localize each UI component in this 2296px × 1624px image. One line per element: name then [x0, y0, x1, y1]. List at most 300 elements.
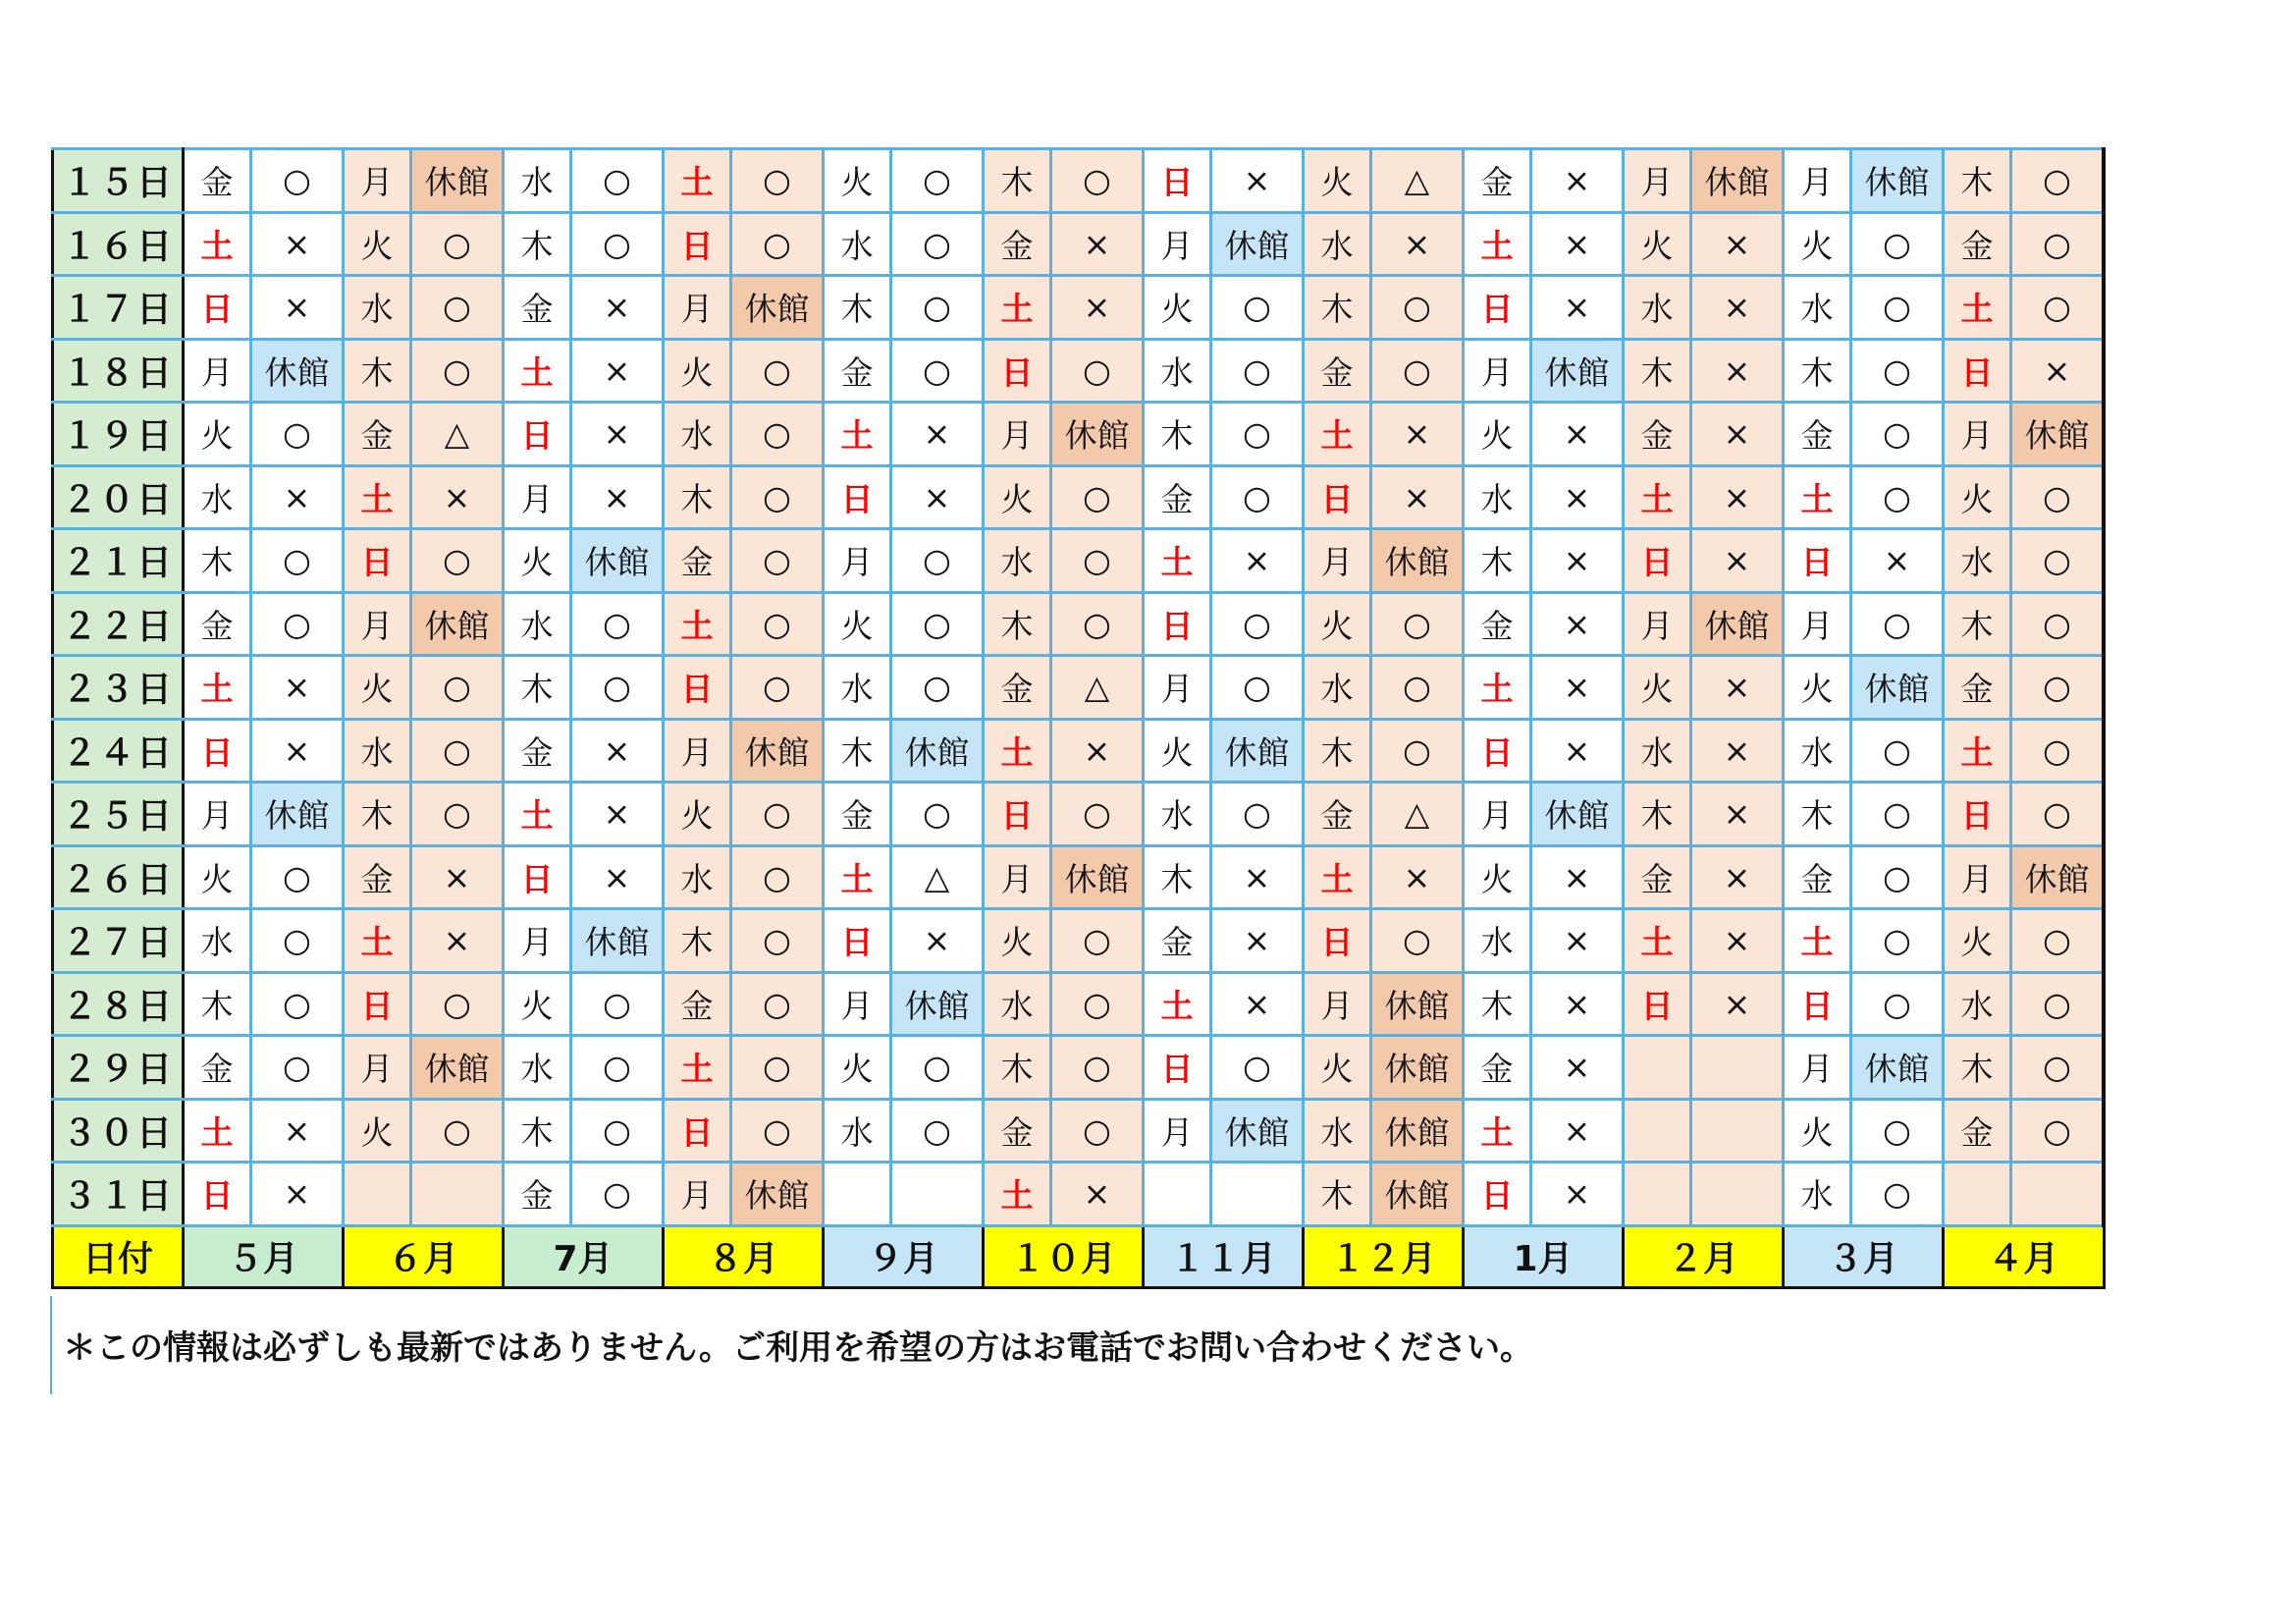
status-cell: ○ — [2011, 212, 2105, 276]
date-cell: ２２日 — [53, 592, 184, 656]
weekday-cell: 金 — [664, 972, 731, 1036]
status-cell: ○ — [571, 1163, 664, 1226]
weekday-cell: 金 — [1944, 1099, 2011, 1163]
availability-body — [53, 149, 2105, 1288]
weekday-cell: 金 — [184, 149, 251, 213]
weekday-cell: 金 — [664, 529, 731, 593]
weekday-cell: 火 — [184, 845, 251, 909]
weekday-cell: 水 — [824, 1099, 891, 1163]
weekday-cell: 月 — [344, 149, 411, 213]
status-cell: △ — [411, 403, 504, 466]
status-cell: ○ — [891, 1036, 984, 1100]
weekday-cell: 火 — [1304, 149, 1371, 213]
weekday-cell: 木 — [1784, 783, 1851, 846]
status-cell: × — [251, 1163, 344, 1226]
status-cell: 休館 — [1851, 656, 1944, 720]
status-cell: ○ — [1211, 783, 1304, 846]
weekday-cell — [1624, 1163, 1691, 1226]
weekday-cell: 土 — [1624, 465, 1691, 529]
weekday-cell — [1944, 1163, 2011, 1226]
status-cell: ○ — [251, 149, 344, 213]
status-cell: ○ — [571, 656, 664, 720]
weekday-cell — [344, 1163, 411, 1226]
weekday-cell: 火 — [1944, 465, 2011, 529]
weekday-cell: 月 — [1624, 149, 1691, 213]
weekday-cell: 月 — [1784, 1036, 1851, 1100]
status-cell: ○ — [1371, 592, 1464, 656]
status-cell: × — [571, 465, 664, 529]
weekday-cell: 土 — [184, 1099, 251, 1163]
weekday-cell: 月 — [1944, 845, 2011, 909]
status-cell: × — [1051, 1163, 1144, 1226]
weekday-cell: 水 — [344, 719, 411, 783]
status-cell — [1211, 1163, 1304, 1226]
weekday-cell: 月 — [1464, 783, 1531, 846]
weekday-cell: 火 — [984, 909, 1051, 973]
status-cell: ○ — [571, 1099, 664, 1163]
status-cell: ○ — [1371, 276, 1464, 340]
weekday-cell — [1144, 1163, 1211, 1226]
weekday-cell: 月 — [984, 845, 1051, 909]
status-cell: ○ — [1371, 909, 1464, 973]
weekday-cell: 火 — [504, 972, 571, 1036]
status-cell: 休館 — [1691, 592, 1784, 656]
table-row — [53, 403, 2105, 466]
status-cell: ○ — [1851, 909, 1944, 973]
status-cell — [1691, 1163, 1784, 1226]
status-cell: × — [1691, 972, 1784, 1036]
weekday-cell: 木 — [504, 656, 571, 720]
weekday-cell: 水 — [824, 656, 891, 720]
weekday-cell: 金 — [184, 1036, 251, 1100]
weekday-cell: 土 — [824, 845, 891, 909]
weekday-cell: 日 — [1464, 276, 1531, 340]
status-cell: × — [571, 783, 664, 846]
weekday-cell: 火 — [1304, 592, 1371, 656]
status-cell: × — [571, 719, 664, 783]
status-cell: × — [1531, 212, 1624, 276]
weekday-cell: 水 — [824, 212, 891, 276]
table-row — [53, 339, 2105, 403]
status-cell: ○ — [1371, 719, 1464, 783]
status-cell: △ — [891, 845, 984, 909]
status-cell: × — [1531, 656, 1624, 720]
status-cell: ○ — [411, 529, 504, 593]
status-cell: × — [1851, 529, 1944, 593]
table-row — [53, 719, 2105, 783]
status-cell: ○ — [1211, 1036, 1304, 1100]
month-label: １２月 — [1304, 1225, 1464, 1287]
weekday-cell: 火 — [344, 656, 411, 720]
status-cell: × — [411, 909, 504, 973]
weekday-cell: 木 — [984, 1036, 1051, 1100]
weekday-cell: 土 — [664, 149, 731, 213]
status-cell: × — [2011, 339, 2105, 403]
status-cell: ○ — [1851, 339, 1944, 403]
weekday-cell: 木 — [1944, 592, 2011, 656]
status-cell: × — [1691, 403, 1784, 466]
status-cell: △ — [1371, 149, 1464, 213]
date-cell: ３０日 — [53, 1099, 184, 1163]
status-cell: ○ — [1851, 403, 1944, 466]
disclaimer-note: ＊この情報は必ずしも最新ではありません。ご利用を希望の方はお電話でお問い合わせください。 — [63, 1328, 1534, 1368]
status-cell: ○ — [891, 212, 984, 276]
status-cell: ○ — [251, 592, 344, 656]
status-cell: × — [1211, 529, 1304, 593]
status-cell: × — [1691, 783, 1784, 846]
status-cell: 休館 — [1051, 403, 1144, 466]
status-cell: ○ — [731, 1099, 824, 1163]
status-cell: ○ — [2011, 656, 2105, 720]
status-cell: ○ — [251, 403, 344, 466]
status-cell: ○ — [2011, 276, 2105, 340]
weekday-cell: 水 — [1144, 339, 1211, 403]
status-cell: × — [1691, 845, 1784, 909]
date-cell: ２７日 — [53, 909, 184, 973]
weekday-cell: 土 — [1944, 719, 2011, 783]
weekday-cell: 水 — [1304, 1099, 1371, 1163]
status-cell: ○ — [731, 845, 824, 909]
weekday-cell: 月 — [824, 529, 891, 593]
weekday-cell: 木 — [504, 1099, 571, 1163]
date-cell: ３１日 — [53, 1163, 184, 1226]
weekday-cell: 月 — [1144, 656, 1211, 720]
date-header-cell: 日付 — [53, 1225, 184, 1287]
status-cell: ○ — [731, 1036, 824, 1100]
status-cell: 休館 — [1051, 845, 1144, 909]
date-cell: ２３日 — [53, 656, 184, 720]
status-cell: ○ — [251, 1036, 344, 1100]
status-cell: 休館 — [411, 592, 504, 656]
weekday-cell: 土 — [1464, 1099, 1531, 1163]
weekday-cell: 木 — [1304, 1163, 1371, 1226]
weekday-cell: 火 — [1464, 403, 1531, 466]
weekday-cell: 月 — [984, 403, 1051, 466]
weekday-cell: 日 — [1784, 529, 1851, 593]
weekday-cell: 水 — [504, 1036, 571, 1100]
weekday-cell: 水 — [1144, 783, 1211, 846]
status-cell: 休館 — [571, 909, 664, 973]
status-cell: ○ — [2011, 972, 2105, 1036]
table-row — [53, 1036, 2105, 1100]
weekday-cell: 月 — [344, 592, 411, 656]
status-cell: × — [1531, 1099, 1624, 1163]
weekday-cell: 土 — [1304, 845, 1371, 909]
status-cell: ○ — [411, 276, 504, 340]
weekday-cell: 日 — [1784, 972, 1851, 1036]
status-cell: ○ — [891, 339, 984, 403]
weekday-cell: 金 — [824, 339, 891, 403]
status-cell: 休館 — [251, 339, 344, 403]
status-cell: 休館 — [1691, 149, 1784, 213]
weekday-cell: 月 — [664, 1163, 731, 1226]
weekday-cell: 火 — [984, 465, 1051, 529]
month-label: １１月 — [1144, 1225, 1304, 1287]
weekday-cell: 金 — [344, 845, 411, 909]
weekday-cell — [1624, 1099, 1691, 1163]
weekday-cell: 土 — [344, 465, 411, 529]
weekday-cell: 土 — [1144, 972, 1211, 1036]
weekday-cell: 木 — [184, 529, 251, 593]
status-cell: × — [571, 276, 664, 340]
weekday-cell: 月 — [1624, 592, 1691, 656]
status-cell: × — [1691, 656, 1784, 720]
status-cell: × — [1691, 465, 1784, 529]
table-row — [53, 592, 2105, 656]
weekday-cell: 火 — [1304, 1036, 1371, 1100]
status-cell: 休館 — [1211, 212, 1304, 276]
status-cell: ○ — [571, 972, 664, 1036]
status-cell: ○ — [411, 1099, 504, 1163]
status-cell: ○ — [1211, 465, 1304, 529]
weekday-cell: 月 — [1464, 339, 1531, 403]
status-cell: ○ — [2011, 465, 2105, 529]
weekday-cell: 日 — [184, 719, 251, 783]
status-cell: ○ — [411, 972, 504, 1036]
status-cell: 休館 — [1371, 529, 1464, 593]
weekday-cell: 金 — [1464, 592, 1531, 656]
date-cell: ２９日 — [53, 1036, 184, 1100]
status-cell: ○ — [571, 149, 664, 213]
status-cell — [1691, 1036, 1784, 1100]
date-cell: １６日 — [53, 212, 184, 276]
status-cell: × — [1531, 1163, 1624, 1226]
table-row — [53, 149, 2105, 213]
weekday-cell: 木 — [1624, 783, 1691, 846]
table-row — [53, 656, 2105, 720]
status-cell: ○ — [251, 845, 344, 909]
weekday-cell: 月 — [504, 909, 571, 973]
weekday-cell: 日 — [1464, 719, 1531, 783]
status-cell: ○ — [1851, 1099, 1944, 1163]
weekday-cell: 木 — [984, 149, 1051, 213]
weekday-cell: 金 — [1304, 339, 1371, 403]
weekday-cell: 火 — [184, 403, 251, 466]
status-cell: ○ — [2011, 592, 2105, 656]
status-cell: × — [1531, 909, 1624, 973]
weekday-cell: 木 — [1144, 845, 1211, 909]
weekday-cell: 水 — [1784, 719, 1851, 783]
date-cell: １９日 — [53, 403, 184, 466]
status-cell: ○ — [2011, 783, 2105, 846]
status-cell: ○ — [1851, 465, 1944, 529]
weekday-cell: 月 — [1944, 403, 2011, 466]
status-cell: 休館 — [891, 719, 984, 783]
status-cell: ○ — [411, 783, 504, 846]
weekday-cell: 土 — [504, 339, 571, 403]
status-cell: ○ — [1051, 1036, 1144, 1100]
weekday-cell: 火 — [1784, 212, 1851, 276]
table-row — [53, 1163, 2105, 1226]
weekday-cell: 金 — [1944, 212, 2011, 276]
status-cell — [411, 1163, 504, 1226]
status-cell: ○ — [731, 529, 824, 593]
status-cell: 休館 — [1371, 972, 1464, 1036]
status-cell: 休館 — [731, 719, 824, 783]
status-cell: ○ — [731, 149, 824, 213]
weekday-cell: 金 — [504, 276, 571, 340]
weekday-cell: 木 — [344, 339, 411, 403]
weekday-cell: 木 — [1944, 1036, 2011, 1100]
status-cell: ○ — [411, 719, 504, 783]
month-label: 1月 — [1464, 1225, 1624, 1287]
status-cell: 休館 — [411, 149, 504, 213]
weekday-cell: 木 — [1784, 339, 1851, 403]
weekday-cell: 日 — [1624, 529, 1691, 593]
status-cell: ○ — [731, 972, 824, 1036]
status-cell: × — [571, 339, 664, 403]
status-cell: × — [251, 1099, 344, 1163]
weekday-cell: 月 — [184, 783, 251, 846]
weekday-cell: 金 — [1624, 845, 1691, 909]
weekday-cell: 日 — [504, 845, 571, 909]
weekday-cell: 日 — [1144, 592, 1211, 656]
status-cell: ○ — [1051, 592, 1144, 656]
table-row — [53, 529, 2105, 593]
weekday-cell: 日 — [1464, 1163, 1531, 1226]
status-cell: × — [1691, 212, 1784, 276]
status-cell: 休館 — [1531, 783, 1624, 846]
status-cell: ○ — [1211, 592, 1304, 656]
status-cell: × — [1531, 719, 1624, 783]
weekday-cell: 金 — [984, 212, 1051, 276]
month-label: ８月 — [664, 1225, 824, 1287]
weekday-cell: 日 — [1144, 1036, 1211, 1100]
status-cell: ○ — [1851, 719, 1944, 783]
weekday-cell: 金 — [1784, 845, 1851, 909]
status-cell: 休館 — [731, 276, 824, 340]
status-cell: 休館 — [2011, 845, 2105, 909]
status-cell: × — [571, 403, 664, 466]
table-row — [53, 783, 2105, 846]
status-cell: ○ — [411, 212, 504, 276]
status-cell: ○ — [1051, 1099, 1144, 1163]
weekday-cell: 火 — [664, 339, 731, 403]
month-label: ２月 — [1624, 1225, 1784, 1287]
weekday-cell: 土 — [504, 783, 571, 846]
status-cell: × — [571, 845, 664, 909]
weekday-cell: 水 — [1624, 719, 1691, 783]
status-cell: ○ — [1211, 403, 1304, 466]
weekday-cell: 水 — [504, 592, 571, 656]
status-cell — [1691, 1099, 1784, 1163]
status-cell: ○ — [2011, 719, 2105, 783]
status-cell: ○ — [731, 212, 824, 276]
table-row — [53, 845, 2105, 909]
weekday-cell: 日 — [504, 403, 571, 466]
status-cell: × — [1691, 529, 1784, 593]
status-cell: × — [1211, 149, 1304, 213]
availability-table — [51, 147, 2106, 1289]
status-cell: 休館 — [1371, 1163, 1464, 1226]
status-cell: ○ — [891, 529, 984, 593]
status-cell: ○ — [891, 656, 984, 720]
weekday-cell: 土 — [344, 909, 411, 973]
weekday-cell: 火 — [1784, 656, 1851, 720]
weekday-cell: 水 — [1784, 276, 1851, 340]
weekday-cell: 土 — [664, 1036, 731, 1100]
status-cell: ○ — [891, 276, 984, 340]
weekday-cell: 土 — [984, 1163, 1051, 1226]
status-cell: × — [1531, 972, 1624, 1036]
status-cell: × — [1371, 465, 1464, 529]
weekday-cell: 木 — [1464, 529, 1531, 593]
status-cell: × — [1211, 972, 1304, 1036]
weekday-cell: 水 — [984, 529, 1051, 593]
weekday-cell: 月 — [1784, 592, 1851, 656]
status-cell: 休館 — [1371, 1099, 1464, 1163]
status-cell: ○ — [891, 149, 984, 213]
status-cell: ○ — [2011, 1036, 2105, 1100]
status-cell: × — [891, 909, 984, 973]
weekday-cell: 金 — [1624, 403, 1691, 466]
status-cell: × — [1531, 276, 1624, 340]
status-cell: × — [1531, 592, 1624, 656]
date-cell: ２４日 — [53, 719, 184, 783]
weekday-cell: 金 — [344, 403, 411, 466]
status-cell: × — [251, 656, 344, 720]
status-cell: ○ — [251, 909, 344, 973]
weekday-cell: 月 — [1144, 1099, 1211, 1163]
status-cell: 休館 — [1211, 1099, 1304, 1163]
table-row — [53, 276, 2105, 340]
left-rule — [50, 1296, 52, 1394]
weekday-cell: 木 — [504, 212, 571, 276]
status-cell: × — [891, 465, 984, 529]
weekday-cell: 木 — [1304, 719, 1371, 783]
status-cell: ○ — [1851, 592, 1944, 656]
status-cell — [2011, 1163, 2105, 1226]
weekday-cell: 金 — [1464, 1036, 1531, 1100]
status-cell: × — [1691, 276, 1784, 340]
weekday-cell: 火 — [344, 1099, 411, 1163]
status-cell: ○ — [1851, 1163, 1944, 1226]
status-cell: 休館 — [571, 529, 664, 593]
weekday-cell: 土 — [664, 592, 731, 656]
status-cell: ○ — [1211, 339, 1304, 403]
status-cell: ○ — [731, 656, 824, 720]
table-row — [53, 1099, 2105, 1163]
weekday-cell: 水 — [1624, 276, 1691, 340]
status-cell: △ — [1051, 656, 1144, 720]
weekday-cell: 土 — [1144, 529, 1211, 593]
weekday-cell: 月 — [344, 1036, 411, 1100]
status-cell: ○ — [1851, 212, 1944, 276]
weekday-cell: 金 — [1464, 149, 1531, 213]
weekday-cell: 水 — [1464, 465, 1531, 529]
weekday-cell: 木 — [1464, 972, 1531, 1036]
weekday-cell: 土 — [1464, 212, 1531, 276]
status-cell: ○ — [1851, 972, 1944, 1036]
status-cell: 休館 — [251, 783, 344, 846]
status-cell: ○ — [1051, 972, 1144, 1036]
date-cell: １７日 — [53, 276, 184, 340]
month-footer-row — [53, 1225, 2105, 1287]
status-cell: × — [1531, 845, 1624, 909]
status-cell: ○ — [411, 339, 504, 403]
weekday-cell: 金 — [184, 592, 251, 656]
weekday-cell: 日 — [824, 465, 891, 529]
date-cell: １５日 — [53, 149, 184, 213]
weekday-cell: 日 — [344, 529, 411, 593]
weekday-cell: 金 — [1304, 783, 1371, 846]
status-cell: ○ — [1051, 909, 1144, 973]
weekday-cell: 土 — [1464, 656, 1531, 720]
weekday-cell: 火 — [1624, 656, 1691, 720]
weekday-cell: 土 — [184, 212, 251, 276]
status-cell: × — [1371, 845, 1464, 909]
status-cell: ○ — [731, 465, 824, 529]
